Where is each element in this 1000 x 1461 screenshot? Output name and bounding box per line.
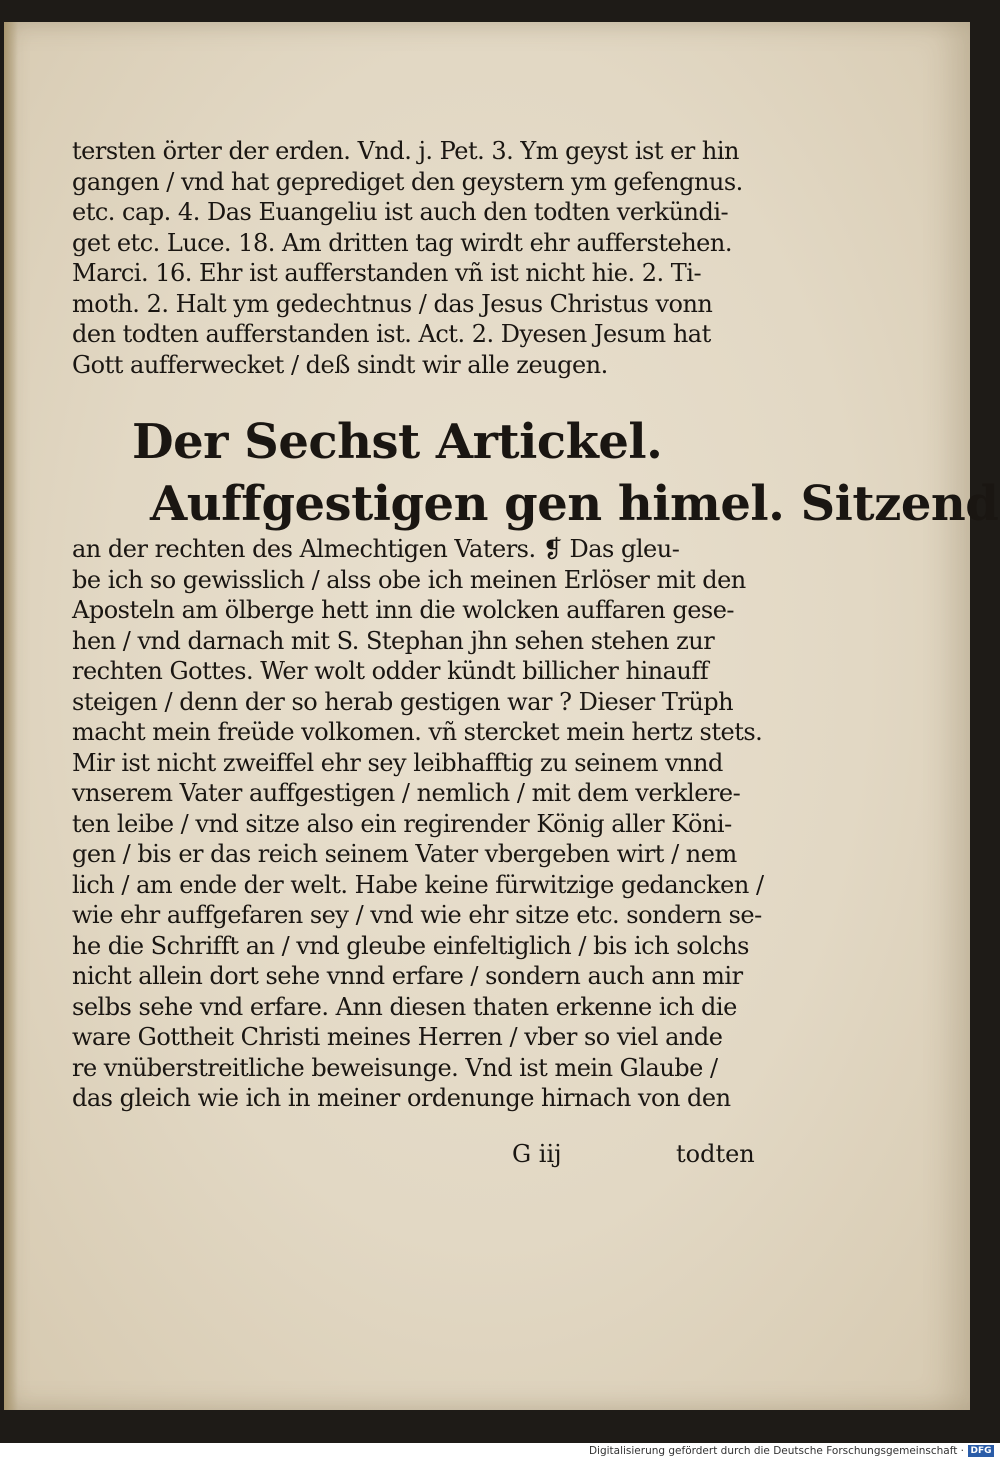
text-line: be ich so gewisslich / alss obe ich meinen Erlöser mit den: [72, 565, 746, 594]
signature-mark: G iij: [512, 1140, 562, 1168]
text-line: ware Gottheit Christi meines Herren / vber so viel ande: [72, 1023, 723, 1051]
catchword: todten: [676, 1140, 755, 1168]
text-line: wie ehr auffgefaren sey / vnd wie ehr sitze etc. sondern se-: [72, 901, 762, 929]
paragraph-before: [72, 136, 772, 380]
text-line: hen / vnd darnach mit S. Stephan jhn sehen stehen zur: [72, 626, 715, 655]
text-line: den todten aufferstanden ist. Act. 2. Dyesen Jesum hat: [72, 320, 711, 348]
page-text: [72, 136, 999, 1114]
text-line: macht mein freüde volkomen. vñ stercket mein hertz stets.: [72, 718, 763, 746]
text-line: moth. 2. Halt ym gedechtnus / das Jesus Christus vonn: [72, 289, 713, 318]
article-heading: Der Sechst Artickel.: [132, 414, 663, 470]
text-line: he die Schrifft an / vnd gleube einfeltiglich / bis ich solchs: [72, 931, 749, 960]
text-line: gangen / vnd hat geprediget den geystern ym gefengnus.: [72, 167, 743, 196]
page-spine-shadow: [4, 22, 18, 1410]
text-line: Aposteln am ölberge hett inn die wolcken auffaren gese-: [72, 596, 735, 624]
text-line: nicht allein dort sehe vnnd erfare / sondern auch ann mir: [72, 962, 743, 990]
text-line: selbs sehe vnd erfare. Ann diesen thaten erkenne ich die: [72, 992, 737, 1021]
text-line: ten leibe / vnd sitze also ein regirender König aller Köni-: [72, 809, 732, 838]
text-line: das gleich wie ich in meiner ordenunge hirnach von den: [72, 1084, 731, 1112]
text-line: steigen / denn der so herab gestigen war ? Dieser Trüph: [72, 687, 734, 716]
text-line: Gott aufferwecket / deß sindt wir alle zeugen.: [72, 350, 608, 379]
text-line: Mir ist nicht zweiffel ehr sey leibhafftig zu seinem vnnd: [72, 748, 723, 777]
text-line: an der rechten des Almechtigen Vaters. ❡ Das gleu-: [72, 535, 680, 563]
text-line: rechten Gottes. Wer wolt odder kündt billicher hinauff: [72, 657, 709, 685]
text-line: lich / am ende der welt. Habe keine fürwitzige gedancken /: [72, 870, 764, 899]
text-line: vnserem Vater auffgestigen / nemlich / mit dem verklere-: [72, 779, 741, 807]
article-subheading: Auffgestigen gen himel. Sitzend: [150, 476, 999, 532]
text-line: gen / bis er das reich seinem Vater vbergeben wirt / nem: [72, 840, 737, 868]
text-line: get etc. Luce. 18. Am dritten tag wirdt ehr aufferstehen.: [72, 228, 732, 257]
text-line: re vnüberstreitliche beweisunge. Vnd ist mein Glaube /: [72, 1053, 718, 1082]
funding-credit: Digitalisierung gefördert durch die Deutsche Forschungsgemeinschaft ·: [588, 1445, 964, 1457]
paragraph-after: [72, 534, 772, 1114]
text-line: tersten örter der erden. Vnd. j. Pet. 3. Ym geyst ist er hin: [72, 137, 739, 165]
text-line: Marci. 16. Ehr ist aufferstanden vñ ist nicht hie. 2. Ti-: [72, 259, 702, 287]
dfg-logo: DFG: [968, 1445, 994, 1457]
text-line: etc. cap. 4. Das Euangeliu ist auch den todten verkündi-: [72, 198, 729, 226]
